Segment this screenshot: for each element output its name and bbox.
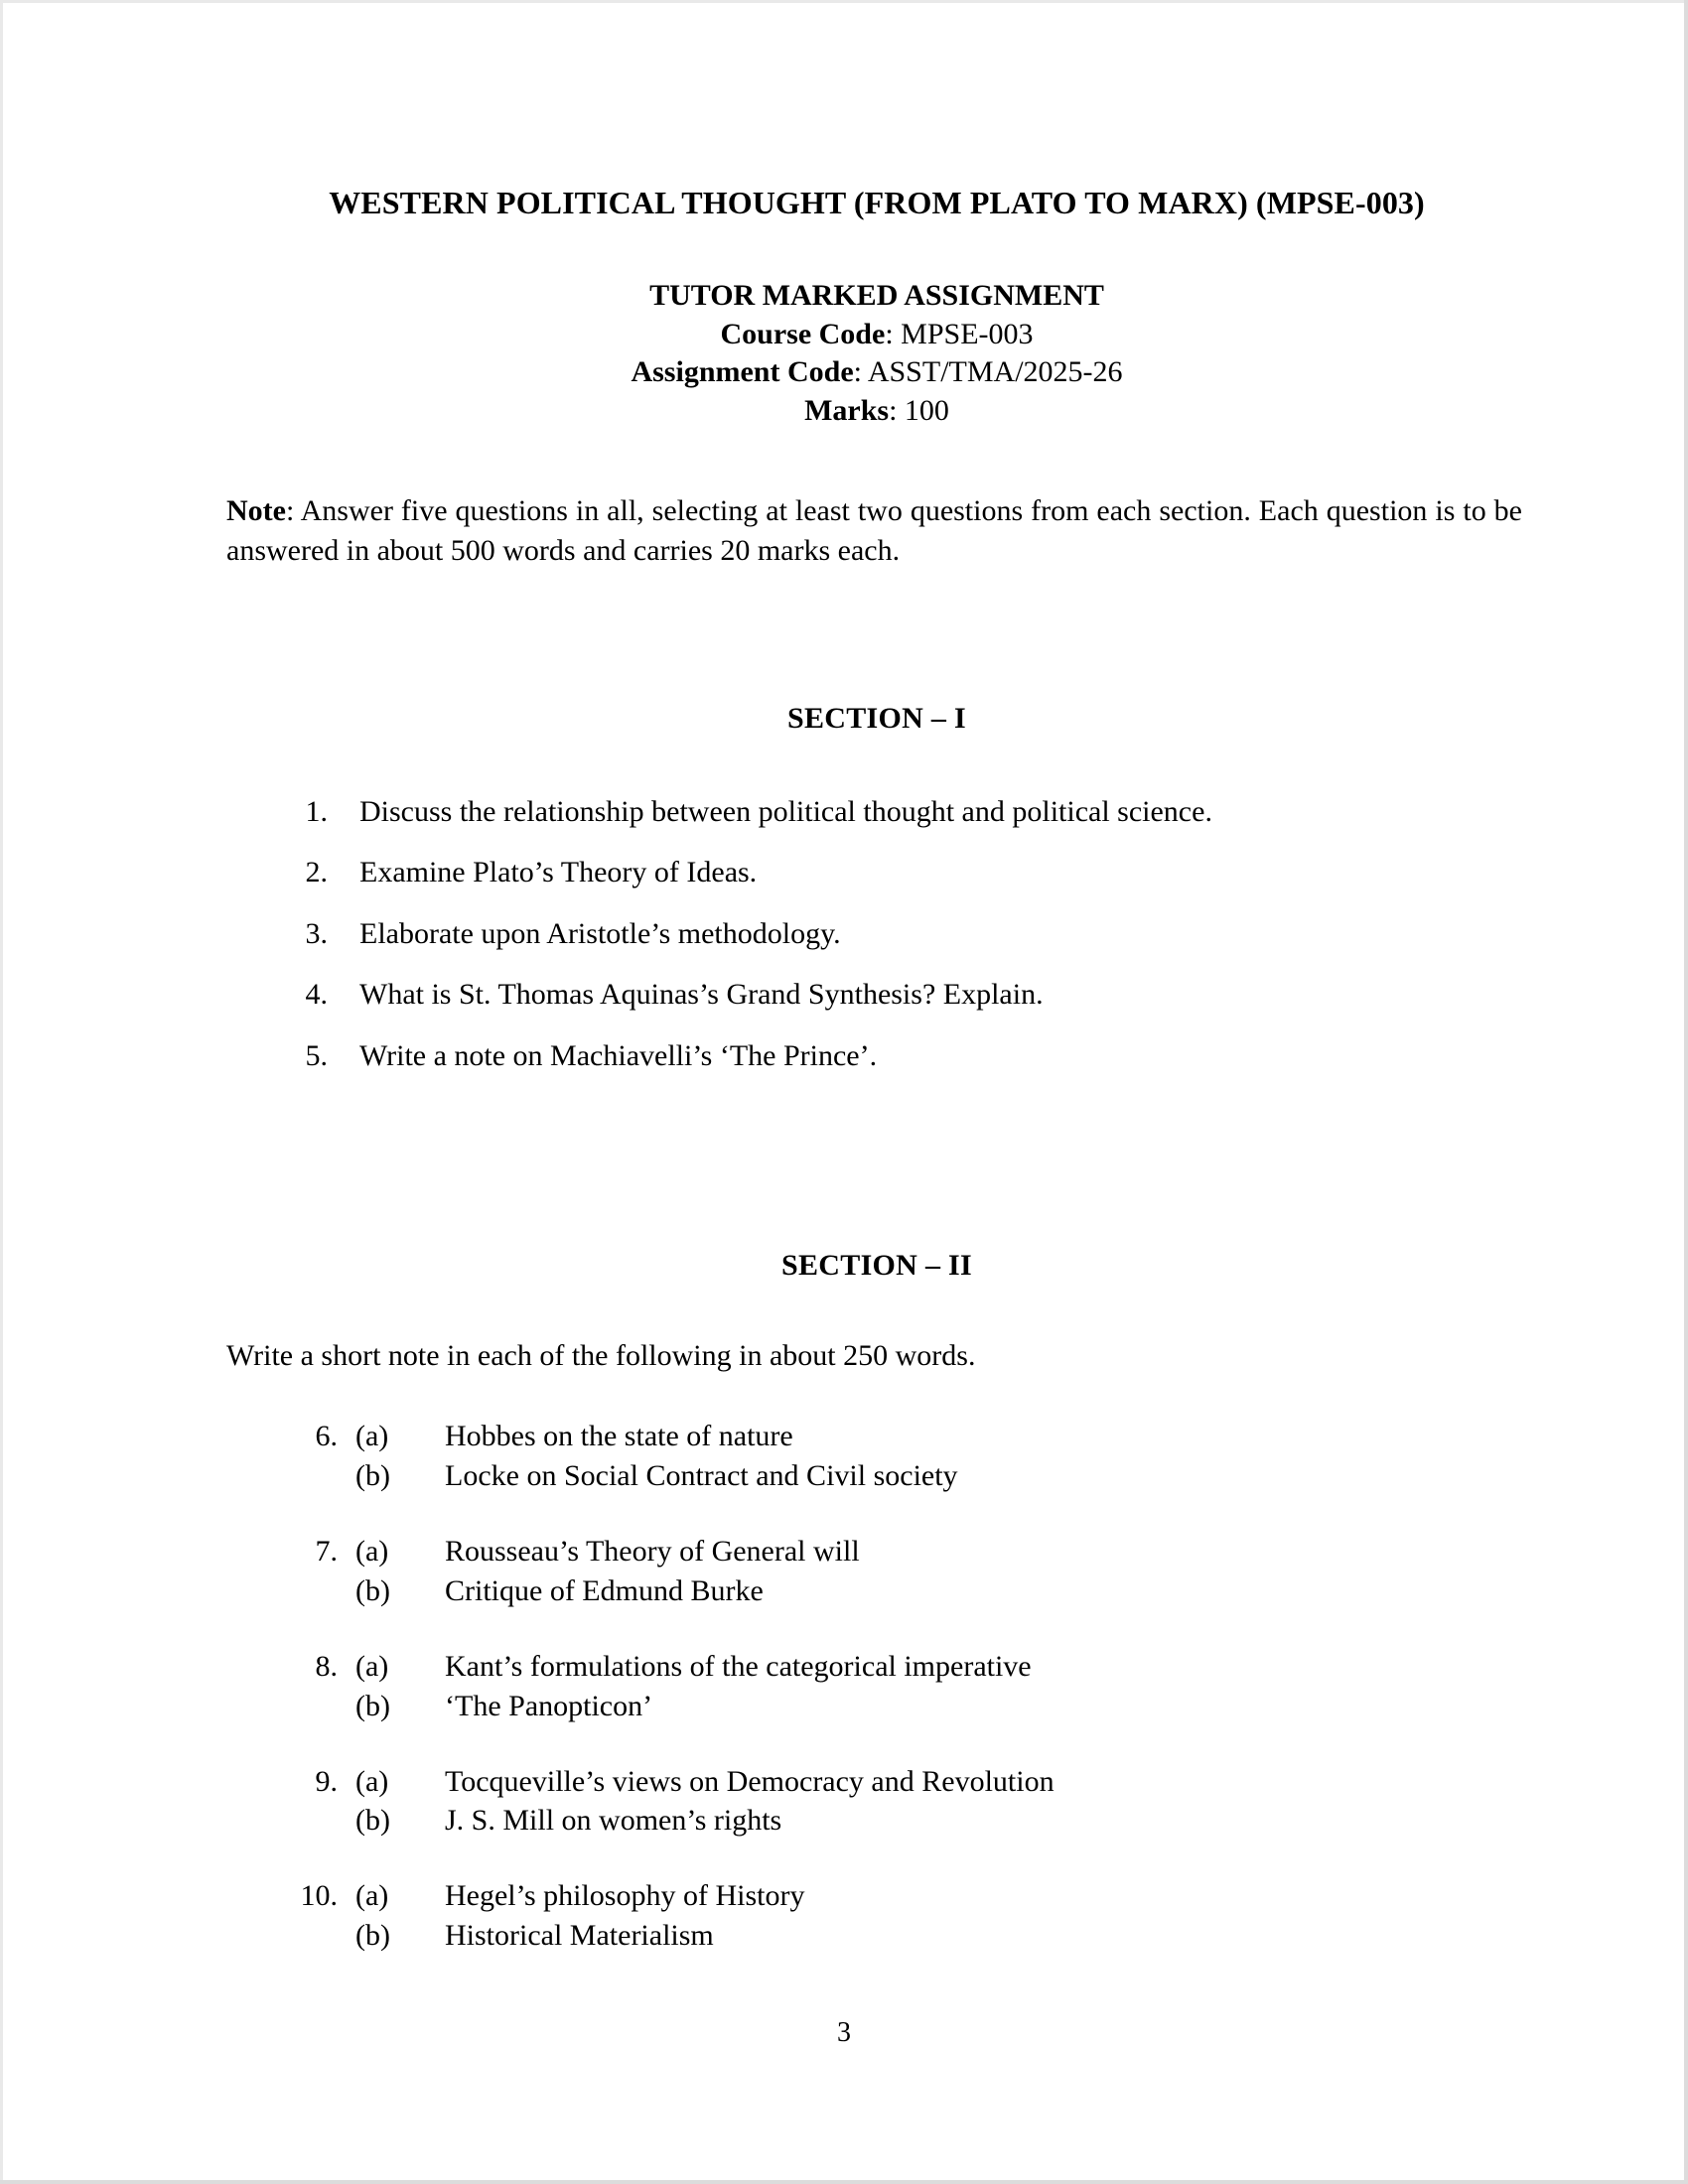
part-letter: (a) <box>355 1420 389 1453</box>
question-text: Examine Plato’s Theory of Ideas. <box>359 856 758 889</box>
question-text: What is St. Thomas Aquinas’s Grand Synthesis? Explain. <box>359 978 1044 1012</box>
part-letter: (b) <box>355 1689 390 1722</box>
question-number: 2. <box>305 856 328 889</box>
question-group <box>226 1647 1527 1726</box>
question-part-row <box>226 1571 1527 1611</box>
question-part-row <box>226 1762 1527 1802</box>
marks-label: Marks <box>804 393 890 427</box>
question-text: Elaborate upon Aristotle’s methodology. <box>359 916 841 950</box>
part-letter: (b) <box>355 1459 390 1493</box>
note-paragraph <box>226 430 1522 571</box>
part-letter: (a) <box>355 1649 389 1683</box>
document-content <box>226 0 1527 1991</box>
question-number: 4. <box>305 978 328 1012</box>
part-letter: (a) <box>355 1879 389 1913</box>
question-text: Discuss the relationship between political thought and political science. <box>359 794 1212 828</box>
part-letter: (b) <box>355 1573 390 1607</box>
assignment-code-label: Assignment Code <box>631 355 854 389</box>
note-label: Note <box>226 493 286 527</box>
question-part-row <box>226 1532 1527 1571</box>
course-code-line <box>226 316 1527 353</box>
part-letter: (a) <box>355 1764 389 1798</box>
section-1-question-list <box>226 736 1527 1075</box>
part-text: Tocqueville’s views on Democracy and Revolution <box>445 1764 1055 1798</box>
part-letter: (a) <box>355 1535 389 1569</box>
note-text: : Answer five questions in all, selecting at least two questions from each section. Each question is to be answered in about 500 words and carries 20 marks each. <box>226 493 1522 567</box>
question-item <box>226 1037 1527 1075</box>
part-text: J. S. Mill on women’s rights <box>445 1804 782 1838</box>
question-group <box>226 1762 1527 1842</box>
part-text: Critique of Edmund Burke <box>445 1573 764 1607</box>
question-number: 10. <box>300 1879 338 1913</box>
assignment-code-line <box>226 353 1527 391</box>
page-number: 3 <box>837 2017 851 2048</box>
question-group <box>226 1417 1527 1496</box>
question-item <box>226 976 1527 1014</box>
section-1-heading: SECTION – I <box>786 701 967 735</box>
assignment-header-block <box>226 277 1527 430</box>
question-part-row <box>226 1876 1527 1916</box>
assignment-code-value: : ASST/TMA/2025-26 <box>853 355 1123 389</box>
page-edge-left <box>0 0 3 2184</box>
part-text: Historical Materialism <box>445 1919 714 1953</box>
marks-value: : 100 <box>889 393 949 427</box>
question-number: 5. <box>305 1038 328 1072</box>
part-text: Locke on Social Contract and Civil society <box>445 1459 958 1493</box>
section-2-instruction: Write a short note in each of the following in about 250 words. <box>226 1339 976 1373</box>
question-group <box>226 1876 1527 1956</box>
question-part-row <box>226 1417 1527 1456</box>
document-title: WESTERN POLITICAL THOUGHT (FROM PLATO TO MARX) (MPSE-003) <box>329 185 1425 220</box>
question-number: 9. <box>315 1764 338 1798</box>
question-number: 3. <box>305 916 328 950</box>
question-number: 8. <box>315 1649 338 1683</box>
question-number: 1. <box>305 794 328 828</box>
question-number: 7. <box>315 1535 338 1569</box>
question-item <box>226 854 1527 891</box>
question-part-row <box>226 1916 1527 1956</box>
part-text: Rousseau’s Theory of General will <box>445 1535 860 1569</box>
section-2-question-list <box>226 1375 1527 1956</box>
course-code-label: Course Code <box>720 317 886 350</box>
part-text: Hobbes on the state of nature <box>445 1420 793 1453</box>
course-code-value: : MPSE-003 <box>885 317 1034 350</box>
question-text: Write a note on Machiavelli’s ‘The Prince’. <box>359 1038 878 1072</box>
part-letter: (b) <box>355 1919 390 1953</box>
part-text: Kant’s formulations of the categorical imperative <box>445 1649 1032 1683</box>
question-part-row <box>226 1801 1527 1841</box>
question-number: 6. <box>315 1420 338 1453</box>
question-item <box>226 915 1527 953</box>
part-letter: (b) <box>355 1804 390 1838</box>
part-text: ‘The Panopticon’ <box>445 1689 653 1722</box>
section-2-heading: SECTION – II <box>781 1249 972 1283</box>
marks-line <box>226 392 1527 430</box>
page-edge-right <box>1684 0 1688 2184</box>
page-edge-bottom <box>0 2180 1688 2184</box>
question-part-row <box>226 1687 1527 1726</box>
question-item <box>226 793 1527 831</box>
question-part-row <box>226 1647 1527 1687</box>
question-part-row <box>226 1456 1527 1496</box>
question-group <box>226 1532 1527 1611</box>
assignment-type-label: TUTOR MARKED ASSIGNMENT <box>649 279 1104 313</box>
part-text: Hegel’s philosophy of History <box>445 1879 805 1913</box>
